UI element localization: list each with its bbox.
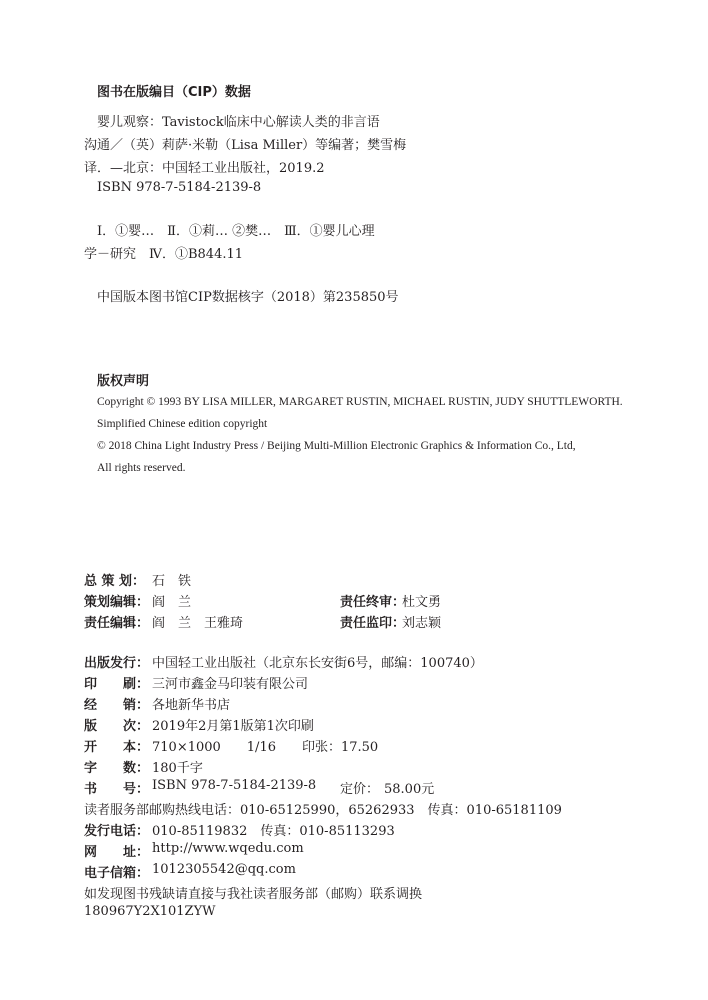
distributor-label: 经 销：: [84, 698, 150, 713]
edition-label: 版 次：: [84, 719, 150, 734]
copyright-line-4: All rights reserved.: [97, 462, 186, 474]
isbn-label: 书 号：: [84, 782, 150, 797]
copyright-line-1: Copyright © 1993 BY LISA MILLER, MARGARET RUSTIN, MICHAEL RUSTIN, JUDY SHUTTLEWORTH.: [97, 396, 623, 408]
cip-line-2: 沟通／（英）莉萨·米勒（Lisa Miller）等编著；樊雪梅: [84, 138, 407, 153]
website-label: 网 址：: [84, 845, 150, 860]
cip-line-3: 译．—北京：中国轻工业出版社，2019.2: [84, 161, 325, 176]
planner-label: 总 策 划：: [84, 574, 146, 589]
edition-value: 2019年2月第1版第1次印刷: [152, 719, 314, 734]
distribution-phone-label: 发行电话：: [84, 824, 150, 839]
planning-editor-value: 阎 兰: [152, 595, 192, 610]
distributor-value: 各地新华书店: [152, 698, 231, 713]
copyright-line-3: © 2018 China Light Industry Press / Beijing Multi-Million Electronic Graphics & Information Co., Ltd,: [97, 440, 576, 452]
cip-heading: 图书在版编目（CIP）数据: [97, 85, 251, 100]
credit-planning-editor-row: [84, 591, 604, 609]
cip-record-number: 中国版本图书馆CIP数据核字（2018）第235850号: [97, 290, 399, 305]
responsible-editor-value: 阎 兰 王雅琦: [152, 616, 244, 631]
planner-value: 石 铁: [152, 574, 192, 589]
copyright-heading: 版权声明: [97, 374, 150, 389]
format-value: 710×1000 1/16 印张：17.50: [152, 740, 379, 755]
credit-responsible-editor-row: [84, 612, 604, 630]
isbn-row: [84, 778, 524, 796]
distribution-phone-value: 010-85119832 传真：010-85113293: [152, 824, 395, 839]
responsible-editor-label: 责任编辑：: [84, 616, 150, 631]
printer-value: 三河市鑫金马印装有限公司: [152, 677, 309, 692]
printer-label: 印 刷：: [84, 677, 150, 692]
publisher-label: 出版发行：: [84, 656, 150, 671]
words-label: 字 数：: [84, 761, 150, 776]
supervisor-label: 责任监印：: [340, 616, 406, 631]
reader-service-text: 读者服务部邮购热线电话：010-65125990，65262933 传真：010-65181109: [84, 803, 562, 818]
cip-classification-1: Ⅰ．①婴… Ⅱ．①莉… ②樊… Ⅲ．①婴儿心理: [97, 224, 375, 239]
price-label: 定价：: [340, 782, 380, 797]
copyright-line-2: Simplified Chinese edition copyright: [97, 418, 268, 430]
words-value: 180千字: [152, 761, 203, 776]
email-link[interactable]: 1012305542@qq.com: [152, 862, 296, 877]
format-label: 开 本：: [84, 740, 150, 755]
isbn-value: ISBN 978-7-5184-2139-8: [152, 778, 317, 793]
final-review-label: 责任终审：: [340, 595, 406, 610]
price-value: 58.00元: [384, 782, 435, 797]
cip-isbn: ISBN 978-7-5184-2139-8: [97, 180, 262, 195]
publisher-value: 中国轻工业出版社（北京东长安街6号，邮编：100740）: [152, 656, 483, 671]
print-code: 180967Y2X101ZYW: [84, 904, 216, 919]
defect-notice: 如发现图书残缺请直接与我社读者服务部（邮购）联系调换: [84, 887, 423, 902]
cip-line-1: 婴儿观察：Tavistock临床中心解读人类的非言语: [97, 115, 380, 130]
planning-editor-label: 策划编辑：: [84, 595, 150, 610]
website-link[interactable]: http://www.wqedu.com: [152, 841, 304, 856]
supervisor-value: 刘志颖: [402, 616, 442, 631]
final-review-value: 杜文勇: [402, 595, 442, 610]
email-label: 电子信箱：: [84, 866, 150, 881]
cip-classification-2: 学－研究 Ⅳ．①B844.11: [84, 247, 244, 262]
